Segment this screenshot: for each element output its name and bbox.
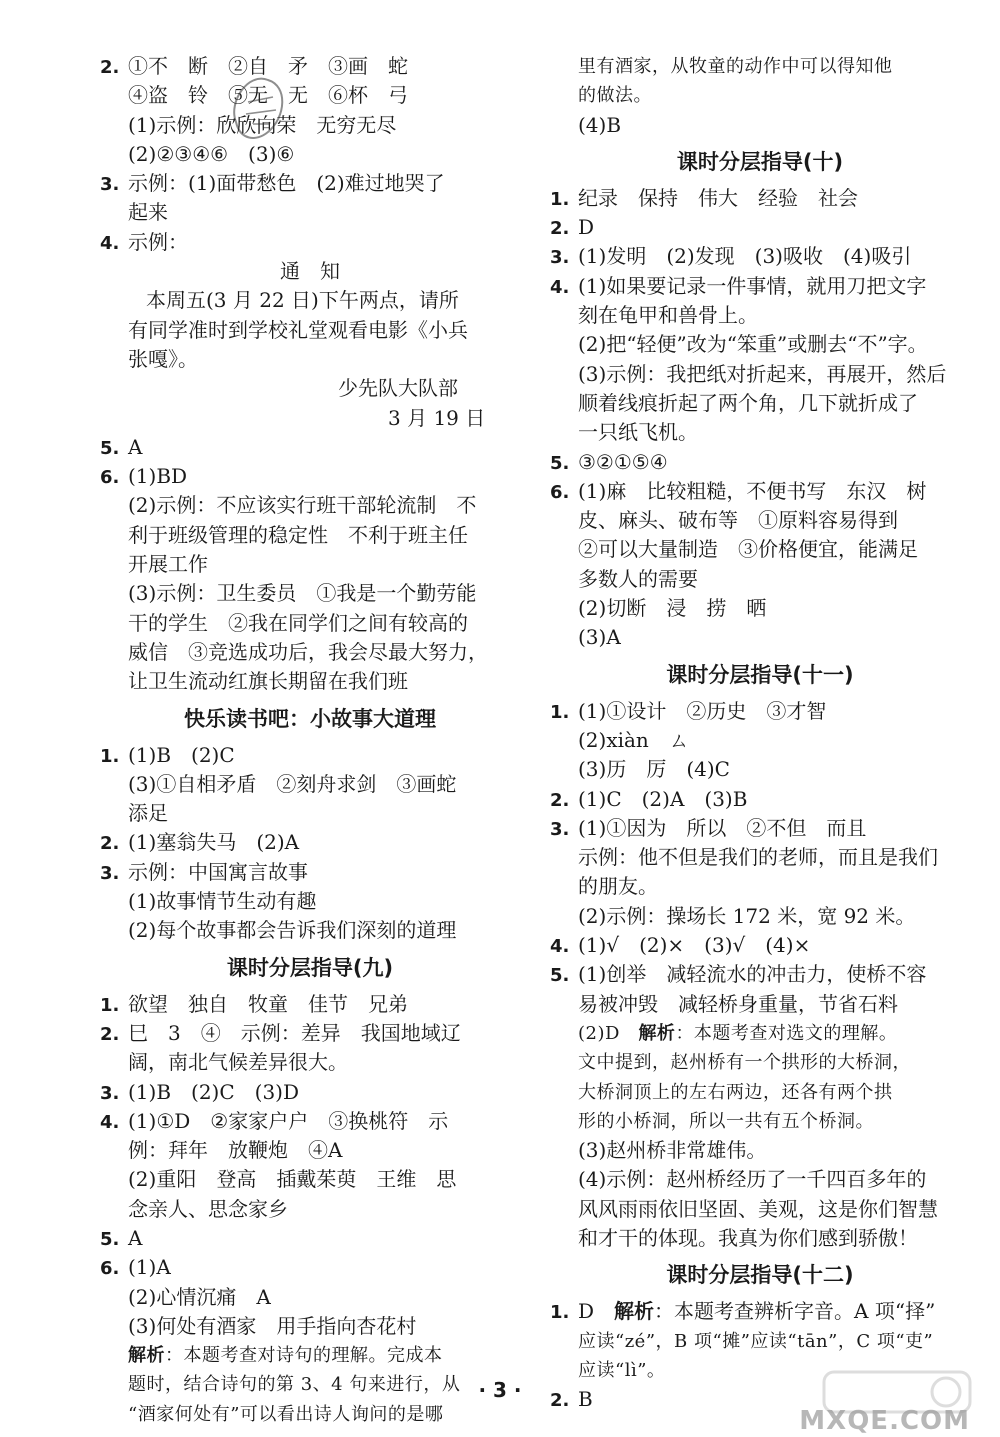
answer-line	[550, 389, 970, 418]
answer-line	[100, 550, 520, 579]
answer-text: 起来	[128, 200, 168, 225]
answer-text: 示例：	[128, 229, 188, 254]
item-number: 5.	[550, 452, 570, 474]
answer-text: (2)示例：不应该实行班干部轮流制 不	[128, 493, 477, 518]
answer-text: 应读“zé”，B 项“摊”应读“tān”，C 项“吏”	[578, 1330, 934, 1352]
item-number: 3.	[100, 174, 120, 196]
answer-line	[100, 638, 520, 667]
answer-text: (4)示例：赵州桥经历了一千四百多年的	[578, 1167, 927, 1192]
answer-item	[100, 1224, 520, 1253]
answer-text: (1)示例：欣欣向荣 无穷无尽	[128, 112, 397, 137]
answer-text: 通 知	[280, 259, 340, 284]
item-number: 3.	[550, 818, 570, 840]
answer-item	[100, 858, 520, 887]
answer-line	[100, 1341, 520, 1370]
page-number: · 3 ·	[478, 1378, 522, 1402]
answer-text: (1)A	[128, 1255, 171, 1280]
answer-column-left	[100, 52, 520, 1429]
item-number: 3.	[100, 862, 120, 884]
answer-text: (2)示例：操场长 172 米，宽 92 米。	[578, 903, 916, 928]
answer-line	[550, 418, 970, 447]
answer-text: 易被冲毁 减轻桥身重量，节省石料	[578, 991, 898, 1016]
answer-line	[550, 1019, 970, 1048]
answer-text: 干的学生 ②我在同学们之间有较高的	[128, 610, 468, 635]
answer-text: 刻在龟甲和兽骨上。	[578, 303, 758, 328]
answer-text: ①不 断 ②自 矛 ③画 蛇	[128, 54, 408, 78]
answer-line	[550, 565, 970, 594]
watermark-text: MXQE.COM	[799, 1406, 970, 1436]
answer-line	[550, 726, 970, 755]
section-heading: 课时分层指导(十一)	[666, 662, 854, 687]
answer-text: (3)示例：卫生委员 ①我是一个勤劳能	[128, 581, 477, 606]
answer-text: (2)心情沉痛 A	[128, 1284, 271, 1309]
answer-line	[100, 1283, 520, 1312]
answer-line	[550, 52, 970, 81]
answer-line	[100, 609, 520, 638]
answer-text: (3)赵州桥非常雄伟。	[578, 1138, 767, 1163]
item-number: 2.	[100, 1023, 120, 1045]
answer-item	[550, 184, 970, 213]
item-number: 4.	[550, 276, 570, 298]
answer-text: ②可以大量制造 ③价格便宜，能满足	[578, 537, 918, 562]
answer-text: 题时，结合诗句的第 3、4 句来进行，从	[128, 1374, 461, 1396]
answer-line	[100, 521, 520, 550]
answer-text: 有同学准时到学校礼堂观看电影《小兵	[128, 317, 468, 342]
section-heading: 课时分层指导(十二)	[666, 1263, 854, 1288]
answer-line	[550, 1078, 970, 1107]
answer-text: (4)B	[578, 112, 622, 137]
item-number: 1.	[100, 745, 120, 767]
item-number: 2.	[550, 1390, 570, 1412]
answer-line	[100, 140, 520, 169]
answer-line	[550, 81, 970, 110]
answer-item	[550, 960, 970, 989]
answer-text: (1)①因为 所以 ②不但 而且	[578, 815, 867, 840]
section-heading: 课时分层指导(十)	[676, 149, 844, 174]
answer-line	[550, 111, 970, 140]
answer-line	[550, 1224, 970, 1253]
answer-text: 皮、麻头、破布等 ①原料容易得到	[578, 508, 898, 533]
answer-text: (1)B (2)C (3)D	[128, 1079, 300, 1104]
answer-text: (3)示例：我把纸对折起来，再展开，然后	[578, 361, 947, 386]
answer-text: 3 月 19 日	[388, 405, 486, 430]
answer-text: 威信 ③竞选成功后，我会尽最大努力，	[128, 639, 488, 664]
answer-text: 添足	[128, 801, 168, 826]
answer-item	[100, 462, 520, 491]
answer-line	[100, 286, 520, 315]
answer-item	[550, 213, 970, 242]
answer-line	[100, 345, 520, 374]
answer-item	[550, 785, 970, 814]
answer-line	[100, 198, 520, 227]
answer-item	[550, 1297, 970, 1326]
answer-text: 利于班级管理的稳定性 不利于班主任	[128, 522, 468, 547]
answer-line	[550, 1327, 970, 1356]
answer-text: 文中提到，赵州桥有一个拱形的大桥洞，	[578, 1052, 911, 1074]
answer-text: 形的小桥洞，所以一共有五个桥洞。	[578, 1110, 874, 1132]
answer-text: 巳 3 ④ 示例：差异 我国地域辽	[128, 1020, 461, 1045]
answer-line	[100, 1312, 520, 1341]
answer-item	[100, 169, 520, 198]
answer-text: 和才干的体现。我真为你们感到骄傲！	[578, 1225, 918, 1250]
answer-item	[100, 1107, 520, 1136]
answer-line	[550, 1048, 970, 1077]
answer-line	[550, 301, 970, 330]
answer-text: (1)①设计 ②历史 ③才智	[578, 698, 827, 723]
analysis-label: 解析	[614, 1299, 655, 1324]
answer-line	[550, 902, 970, 931]
answer-item	[550, 814, 970, 843]
answer-text: (3)历 厉 (4)C	[578, 757, 730, 782]
analysis-label: 解析	[128, 1345, 165, 1367]
item-number: 6.	[100, 1258, 120, 1280]
answer-line	[100, 887, 520, 916]
answer-text: 张嘎》。	[128, 346, 198, 371]
answer-text: (2)每个故事都会告诉我们深刻的道理	[128, 918, 457, 943]
answer-text: (1)故事情节生动有趣	[128, 889, 317, 914]
answer-line	[100, 1136, 520, 1165]
item-number: 5.	[100, 1228, 120, 1250]
answer-text: (3)①自相矛盾 ②刻舟求剑 ③画蛇	[128, 771, 457, 796]
answer-text: (2)D	[578, 1022, 639, 1044]
answer-text: 纪录 保持 伟大 经验 社会	[578, 185, 858, 210]
answer-text: (1)发明 (2)发现 (3)吸收 (4)吸引	[578, 244, 912, 269]
item-number: 6.	[550, 481, 570, 503]
answer-text: 顺着线痕折起了两个角，几下就折成了	[578, 390, 918, 415]
answer-item	[100, 1253, 520, 1282]
answer-text: 念亲人、思念家乡	[128, 1196, 288, 1221]
answer-line	[100, 111, 520, 140]
answer-line	[550, 872, 970, 901]
answer-text: (3)A	[578, 625, 621, 650]
answer-text: (2)xiàn ㄙ	[578, 727, 689, 752]
section-heading: 快乐读书吧：小故事大道理	[184, 706, 436, 731]
answer-line	[550, 1107, 970, 1136]
item-number: 1.	[550, 701, 570, 723]
answer-line	[100, 374, 520, 403]
answer-item	[550, 448, 970, 477]
item-number: 2.	[550, 218, 570, 240]
answer-text: (1)BD	[128, 464, 188, 489]
answer-text: 多数人的需要	[578, 566, 698, 591]
answer-text: 开展工作	[128, 552, 208, 577]
answer-line	[550, 1165, 970, 1194]
answer-text: 阔，南北气候差异很大。	[128, 1050, 348, 1075]
answer-item	[550, 272, 970, 301]
answer-item	[100, 52, 520, 81]
answer-line	[550, 755, 970, 784]
answer-item	[100, 990, 520, 1019]
answer-text: 例：拜年 放鞭炮 ④A	[128, 1138, 343, 1163]
answer-text: 本周五(3 月 22 日)下午两点，请所	[146, 288, 459, 313]
answer-text: 欲望 独自 牧童 佳节 兄弟	[128, 991, 408, 1016]
answer-text: ：本题考查辨析字音。A 项“择”	[654, 1299, 936, 1324]
answer-item	[550, 697, 970, 726]
answer-item	[550, 477, 970, 506]
answer-text: (1)B (2)C	[128, 742, 235, 767]
answer-line	[100, 1165, 520, 1194]
answer-line	[100, 579, 520, 608]
stamp-mark	[218, 62, 298, 172]
answer-line	[550, 506, 970, 535]
answer-text: (1)麻 比较粗糙，不便书写 东汉 树	[578, 478, 927, 503]
answer-line	[550, 330, 970, 359]
item-number: 3.	[100, 1082, 120, 1104]
answer-line	[100, 491, 520, 520]
answer-item	[100, 1019, 520, 1048]
item-number: 4.	[550, 936, 570, 958]
answer-line	[550, 360, 970, 389]
item-number: 5.	[100, 437, 120, 459]
answer-line	[550, 843, 970, 872]
answer-text: 应读“lì”。	[578, 1359, 666, 1381]
answer-line	[550, 623, 970, 652]
answer-text: A	[128, 434, 143, 459]
answer-item	[100, 741, 520, 770]
item-number: 1.	[100, 994, 120, 1016]
answer-text: 让卫生流动红旗长期留在我们班	[128, 669, 408, 694]
item-number: 2.	[550, 789, 570, 811]
answer-item	[100, 433, 520, 462]
answer-line	[100, 81, 520, 110]
item-number: 1.	[550, 188, 570, 210]
answer-text: D	[578, 1299, 615, 1324]
answer-line	[100, 1195, 520, 1224]
answer-text: 少先队大队部	[338, 376, 458, 401]
answer-text: (1)√ (2)× (3)√ (4)×	[578, 933, 811, 958]
answer-line	[100, 916, 520, 945]
item-number: 4.	[100, 1111, 120, 1133]
answer-text: B	[578, 1387, 593, 1412]
item-number: 1.	[550, 1302, 570, 1324]
answer-line	[550, 1136, 970, 1165]
answer-line	[100, 1400, 520, 1429]
answer-text: 风风雨雨依旧坚固、美观，这是你们智慧	[578, 1196, 938, 1221]
answer-text: (3)何处有酒家 用手指向杏花村	[128, 1313, 417, 1338]
answer-text: 的做法。	[578, 85, 652, 107]
answer-line	[550, 535, 970, 564]
answer-text: 里有酒家，从牧童的动作中可以得知他	[578, 56, 893, 77]
answer-line	[550, 594, 970, 623]
item-number: 3.	[550, 247, 570, 269]
answer-text: 示例：中国寓言故事	[128, 859, 308, 884]
answer-text: (1)①D ②家家户户 ③换桃符 示	[128, 1108, 449, 1133]
answer-item	[550, 931, 970, 960]
answer-line	[550, 990, 970, 1019]
answer-text: ③②①⑤④	[578, 449, 668, 474]
answer-text: (2)重阳 登高 插戴茱萸 王维 思	[128, 1167, 457, 1192]
answer-text: (1)创举 减轻流水的冲击力，使桥不容	[578, 962, 927, 987]
answer-line	[100, 770, 520, 799]
answer-text: 大桥洞顶上的左右两边，还各有两个拱	[578, 1081, 893, 1103]
answer-text: 示例：(1)面带愁色 (2)难过地哭了	[128, 171, 445, 196]
item-number: 4.	[100, 232, 120, 254]
answer-line	[100, 667, 520, 696]
answer-line	[100, 1048, 520, 1077]
answer-item	[100, 228, 520, 257]
answer-text: 的朋友。	[578, 874, 658, 899]
item-number: 5.	[550, 965, 570, 987]
answer-text: ：本题考查对诗句的理解。完成本	[165, 1345, 443, 1367]
answer-text: (1)C (2)A (3)B	[578, 786, 748, 811]
answer-text: (2)②③④⑥ (3)⑥	[128, 141, 295, 166]
answer-text: A	[128, 1225, 143, 1250]
item-number: 2.	[100, 833, 120, 855]
analysis-label: 解析	[638, 1022, 676, 1044]
answer-line	[100, 404, 520, 433]
answer-text: (2)切断 浸 捞 晒	[578, 596, 767, 621]
answer-line	[550, 1195, 970, 1224]
answer-text: ：本题考查对选文的理解。	[675, 1022, 898, 1044]
answer-text: “酒家何处有”可以看出诗人询问的是哪	[128, 1403, 444, 1425]
item-number: 6.	[100, 467, 120, 489]
answer-text: (2)把“轻便”改为“笨重”或删去“不”字。	[578, 332, 928, 357]
answer-text: (1)如果要记录一件事情，就用刀把文字	[578, 273, 927, 298]
answer-item	[100, 1078, 520, 1107]
item-number: 2.	[100, 57, 120, 78]
section-heading: 课时分层指导(九)	[226, 955, 394, 980]
answer-line	[100, 799, 520, 828]
answer-text: (1)塞翁失马 (2)A	[128, 830, 300, 855]
answer-text: 一只纸飞机。	[578, 420, 698, 445]
answer-text: 示例：他不但是我们的老师，而且是我们	[578, 845, 938, 870]
answer-line	[100, 257, 520, 286]
answer-column-right	[550, 52, 970, 1414]
answer-item	[550, 242, 970, 271]
answer-text: ④盗 铃 ⑤无 无 ⑥杯 弓	[128, 83, 408, 108]
answer-item	[100, 828, 520, 857]
answer-text: D	[578, 215, 595, 240]
answer-line	[100, 316, 520, 345]
